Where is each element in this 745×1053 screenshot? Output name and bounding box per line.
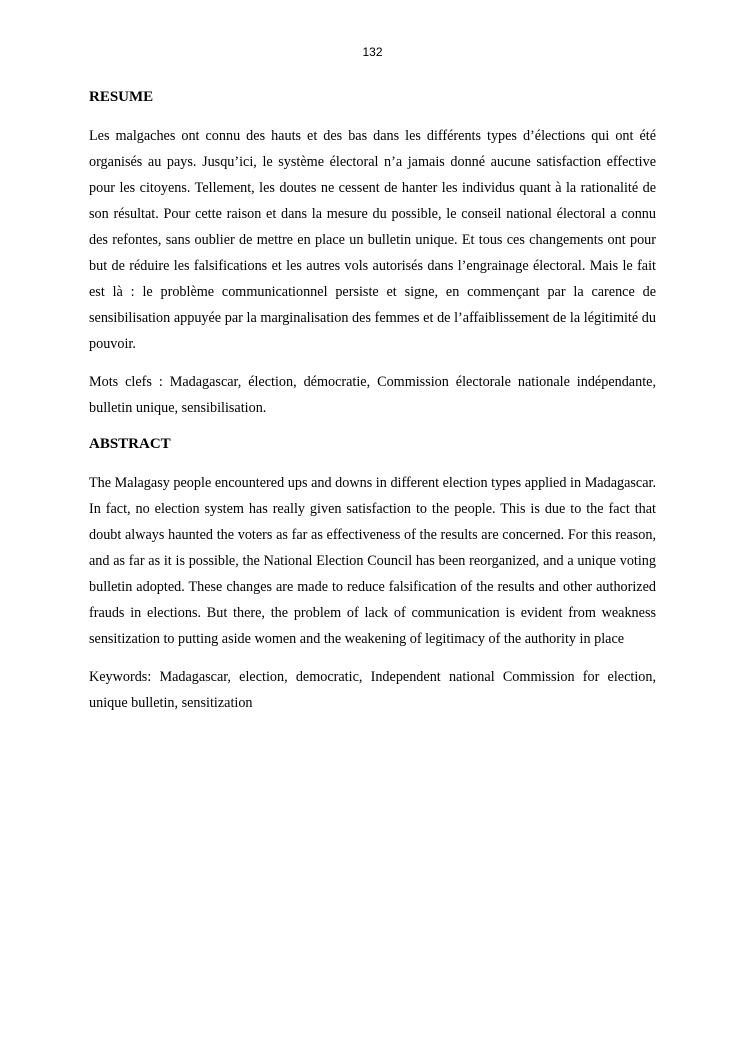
resume-keywords: Mots clefs : Madagascar, élection, démocratie, Commission électorale nationale indépendante, bulletin unique, sensibilisation. xyxy=(89,374,656,416)
abstract-section xyxy=(89,434,656,716)
abstract-body: The Malagasy people encountered ups and downs in different election types applied in Madagascar. In fact, no election system has really given satisfaction to the people. This is due to the fact that doubt always haunted the voters as far as effectiveness of the results are concerned. For this reason, and as far as it is possible, the National Election Council has been reorganized, and a unique voting bulletin adopted. These changes are made to reduce falsification of the results and other authorized frauds in elections. But there, the problem of lack of communication is evident from weakness sensitization to putting aside women and the weakening of legitimacy of the authority in place xyxy=(89,475,656,647)
abstract-keywords: Keywords: Madagascar, election, democratic, Independent national Commission for election, unique bulletin, sensitization xyxy=(89,669,656,711)
page-number: 132 xyxy=(362,45,383,59)
page-content xyxy=(89,87,656,728)
resume-body: Les malgaches ont connu des hauts et des bas dans les différents types d’élections qui ont été organisés au pays. Jusqu’ici, le système électoral n’a jamais donné aucune satisfaction effective pour les citoyens. Tellement, les doutes ne cessent de hanter les individus quant à la rationalité de son résultat. Pour cette raison et dans la mesure du possible, le conseil national électoral a connu des refontes, sans oublier de mettre en place un bulletin unique. Et tous ces changements ont pour but de réduire les falsifications et les autres vols autorisés dans l’engrainage électoral. Mais le fait est là : le problème communicationnel persiste et signe, en commençant par la carence de sensibilisation appuyée par la marginalisation des femmes et de l’affaiblissement de la légitimité du pouvoir. xyxy=(89,128,656,352)
resume-section xyxy=(89,87,656,421)
resume-heading: RESUME xyxy=(89,89,154,105)
abstract-heading: ABSTRACT xyxy=(89,436,171,452)
